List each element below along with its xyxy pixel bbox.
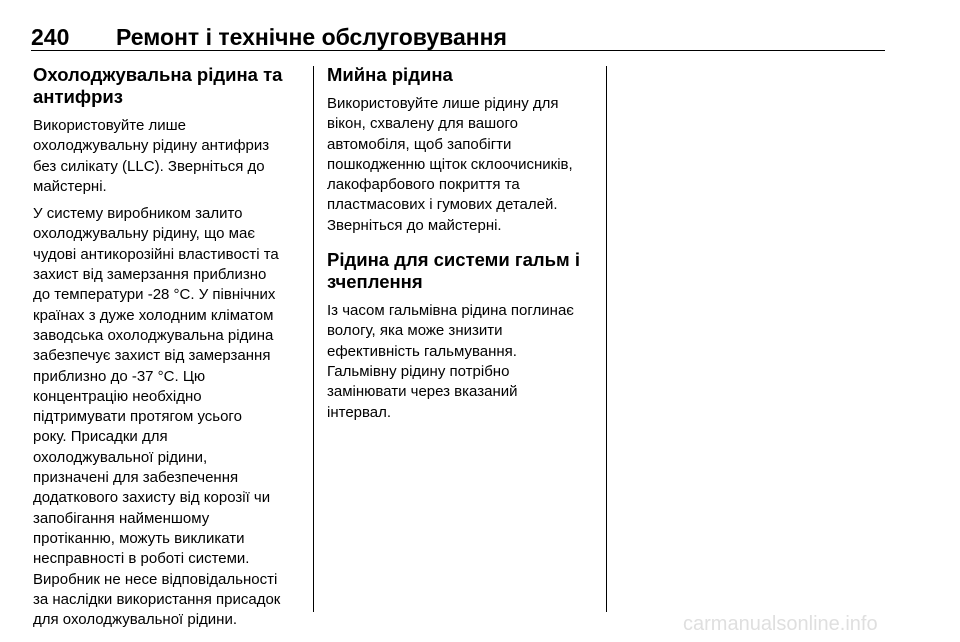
brake-fluid-paragraph: Із часом гальмівна рідина поглинає вологу, яка може знизити ефективність гальмування. Гальмівну рідину потрібно замінювати через вказаний інтервал. (327, 302, 574, 421)
header-divider (31, 50, 885, 51)
coolant-paragraph-2: У систему виробником залито охолоджувальну рідину, що має чудові антикорозійні властивості та захист від замерзання приблизно до температури -28 °C. У північних країнах з дуже холодним кліматом заводська охолоджувальна рідина забезпечує захист від замерзання приблизно до -37 °C. Цю концентрацію необхідно підтримувати протягом усього року. Присадки для охолоджувальної рідини, призначені для забезпечення додаткового захисту від корозії чи запобігання найменшому протіканню, можуть викликати несправності в роботі системи. Виробник не несе відповідальності за наслідки використання присадок для охолоджувальної рідини. (33, 205, 281, 629)
left-column (33, 64, 303, 637)
coolant-paragraph-1: Використовуйте лише охолоджувальну рідину антифриз без силікату (LLC). Зверніться до майстерні. (33, 117, 270, 195)
page-title: Ремонт і технічне обслуговування (116, 24, 507, 50)
column-divider-right (606, 66, 607, 612)
section-heading-washer-fluid: Мийна рідина (327, 64, 453, 85)
page-number: 240 (31, 24, 70, 50)
washer-fluid-paragraph: Використовуйте лише рідину для вікон, схвалену для вашого автомобіля, щоб запобігти пошкодженню щіток склоочисників, лакофарбового покриття та пластмасових і гумових деталей. Зверніться до майстерні. (327, 95, 573, 234)
section-heading-brake-fluid: Рідина для системи гальм і зчеплення (327, 249, 580, 293)
page-header (31, 24, 887, 50)
right-column (327, 64, 597, 430)
watermark: carmanualsonline.info (683, 613, 878, 635)
section-heading-coolant: Охолоджувальна рідина та антифриз (33, 64, 283, 107)
column-divider-left (313, 66, 314, 612)
